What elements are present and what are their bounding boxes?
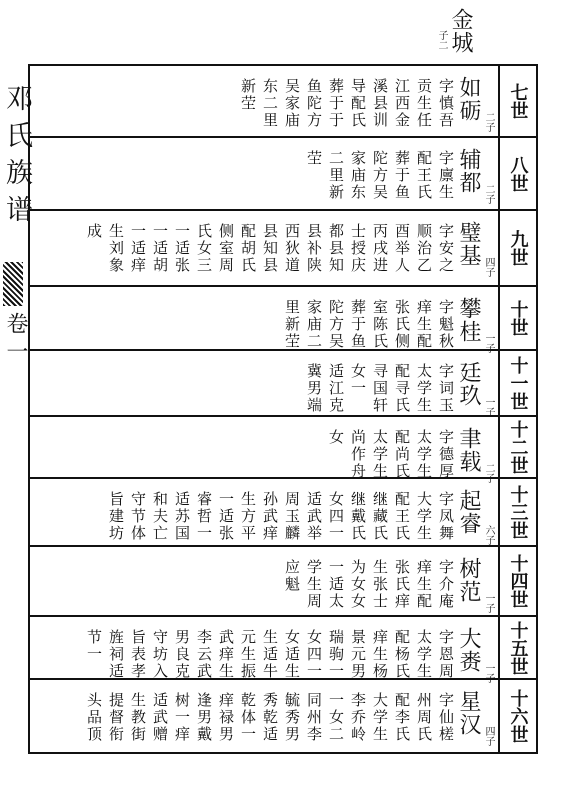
biography-column: 张氏侧 bbox=[393, 299, 411, 350]
generation-cell bbox=[498, 211, 536, 285]
biography-column: 顺治乙 bbox=[415, 223, 433, 274]
biography-column: 冀男端 bbox=[305, 363, 323, 414]
biography-column: 东二里 bbox=[261, 78, 279, 129]
generation-label: 九世 bbox=[507, 230, 529, 266]
biography-text bbox=[80, 692, 454, 743]
generation-label: 十六世 bbox=[507, 689, 529, 743]
biography-column: 酉举人 bbox=[393, 223, 411, 274]
biography-column: 学生周 bbox=[305, 559, 323, 610]
biography-column: 县补陕 bbox=[305, 223, 323, 274]
biography-column: 提督衔 bbox=[107, 692, 125, 743]
person-name: 起睿 bbox=[456, 489, 481, 535]
biography-column: 一适张 bbox=[217, 491, 235, 542]
generation-row bbox=[30, 678, 536, 752]
genealogy-table bbox=[28, 64, 538, 754]
generation-row bbox=[30, 477, 536, 545]
generation-label: 十世 bbox=[507, 300, 529, 336]
biography-column: 节一 bbox=[85, 629, 103, 663]
biography-column: 氏女三 bbox=[195, 223, 213, 274]
biography-column: 乾体一 bbox=[239, 692, 257, 743]
biography-column: 太学生 bbox=[415, 429, 433, 480]
birth-order: 二子 bbox=[483, 184, 494, 204]
biography-column: 逢男戴 bbox=[195, 692, 213, 743]
spine-ornament bbox=[3, 262, 23, 306]
biography-column: 女适生 bbox=[283, 629, 301, 680]
person-name: 大赉 bbox=[456, 627, 481, 673]
biography-column: 配王氏 bbox=[393, 491, 411, 542]
place-name: 金城 bbox=[448, 8, 473, 54]
generation-label: 十一世 bbox=[507, 356, 529, 410]
generation-label: 七世 bbox=[507, 83, 529, 119]
biography-column: 一适痒 bbox=[129, 223, 147, 274]
biography-column: 毓秀男 bbox=[283, 692, 301, 743]
birth-order: 一子 bbox=[483, 397, 494, 417]
biography-column: 周玉麟 bbox=[283, 491, 301, 542]
biography-column: 生张士 bbox=[371, 559, 389, 610]
biography-column: 瑞驹一 bbox=[327, 629, 345, 680]
biography-column: 西狄道 bbox=[283, 223, 301, 274]
generation-cell bbox=[498, 547, 536, 615]
biography-column: 字恩周 bbox=[437, 629, 455, 680]
generation-cell bbox=[498, 66, 536, 136]
biography-column: 旨建坊 bbox=[107, 491, 125, 542]
biography-column: 太学生 bbox=[415, 629, 433, 680]
biography-column: 葬于鱼 bbox=[349, 299, 367, 350]
person-name: 星汉 bbox=[456, 690, 481, 736]
generation-cell bbox=[498, 680, 536, 752]
generation-row bbox=[30, 615, 536, 683]
biography-column: 一适太 bbox=[327, 559, 345, 610]
birth-order: 一子 bbox=[483, 333, 494, 353]
biography-column: 头品顶 bbox=[85, 692, 103, 743]
birth-order: 二子 bbox=[483, 463, 494, 483]
biography-column: 适苏国 bbox=[173, 491, 191, 542]
biography-column: 痒生配 bbox=[415, 299, 433, 350]
biography-column: 士授庆 bbox=[349, 223, 367, 274]
biography-column: 孙武痒 bbox=[261, 491, 279, 542]
biography-column: 配王氏 bbox=[415, 150, 433, 201]
biography-text bbox=[234, 78, 454, 129]
biography-column: 应魁 bbox=[283, 559, 301, 593]
biography-column: 李乔岭 bbox=[349, 692, 367, 743]
biography-column: 痒禄男 bbox=[217, 692, 235, 743]
person-name: 廷玖 bbox=[456, 361, 481, 407]
biography-text bbox=[322, 429, 454, 480]
biography-column: 李云武 bbox=[195, 629, 213, 680]
biography-column: 导配氏 bbox=[349, 78, 367, 129]
biography-column: 女一 bbox=[349, 363, 367, 397]
generation-label: 十二世 bbox=[507, 420, 529, 474]
generation-cell bbox=[498, 287, 536, 349]
biography-column: 秀乾适 bbox=[261, 692, 279, 743]
biography-column: 字安之 bbox=[437, 223, 455, 274]
biography-column: 尚作舟 bbox=[349, 429, 367, 480]
birth-order: 六子 bbox=[483, 525, 494, 545]
biography-column: 男良克 bbox=[173, 629, 191, 680]
biography-column: 新茔 bbox=[239, 78, 257, 112]
generation-label: 八世 bbox=[507, 155, 529, 192]
biography-column: 配尚氏 bbox=[393, 429, 411, 480]
biography-column: 配杨氏 bbox=[393, 629, 411, 680]
biography-column: 武痒生 bbox=[217, 629, 235, 680]
biography-column: 县知县 bbox=[261, 223, 279, 274]
biography-column: 适武举 bbox=[305, 491, 323, 542]
biography-column: 适江克 bbox=[327, 363, 345, 414]
biography-text bbox=[278, 559, 454, 610]
biography-column: 生刘象 bbox=[107, 223, 125, 274]
generation-cell bbox=[498, 479, 536, 545]
place-suffix: 子二 bbox=[436, 30, 447, 50]
biography-column: 景元男 bbox=[349, 629, 367, 680]
biography-column: 同州李 bbox=[305, 692, 323, 743]
generation-row bbox=[30, 285, 536, 353]
biography-column: 字仙槎 bbox=[437, 692, 455, 743]
biography-column: 葬于于 bbox=[327, 78, 345, 129]
generation-cell bbox=[498, 138, 536, 209]
birth-order: 四子 bbox=[483, 257, 494, 277]
person-name: 辅都 bbox=[456, 148, 481, 194]
biography-column: 字凤舞 bbox=[437, 491, 455, 542]
biography-text bbox=[80, 629, 454, 680]
biography-column: 吴家庙 bbox=[283, 78, 301, 129]
biography-column: 配胡氏 bbox=[239, 223, 257, 274]
biography-column: 配李氏 bbox=[393, 692, 411, 743]
biography-column: 张氏痒 bbox=[393, 559, 411, 610]
biography-column: 元生振 bbox=[239, 629, 257, 680]
biography-column: 树一痒 bbox=[173, 692, 191, 743]
biography-column: 旌祠适 bbox=[107, 629, 125, 680]
generation-cell bbox=[498, 351, 536, 415]
biography-column: 生方平 bbox=[239, 491, 257, 542]
biography-column: 字词玉 bbox=[437, 363, 455, 414]
biography-column: 旨表孝 bbox=[129, 629, 147, 680]
biography-column: 守坊入 bbox=[151, 629, 169, 680]
biography-column: 大学生 bbox=[371, 692, 389, 743]
generation-row bbox=[30, 136, 536, 209]
biography-column: 字廪生 bbox=[437, 150, 455, 201]
birth-order: 一子 bbox=[483, 663, 494, 683]
generation-row bbox=[30, 66, 536, 136]
biography-column: 溪县训 bbox=[371, 78, 389, 129]
generation-row bbox=[30, 415, 536, 483]
generation-cell bbox=[498, 417, 536, 477]
biography-column: 一适张 bbox=[173, 223, 191, 274]
person-name: 如砺 bbox=[456, 76, 481, 122]
biography-column: 继藏氏 bbox=[371, 491, 389, 542]
person-name: 树范 bbox=[456, 557, 481, 603]
biography-column: 大学生 bbox=[415, 491, 433, 542]
generation-row bbox=[30, 349, 536, 415]
biography-column: 太学生 bbox=[371, 429, 389, 480]
biography-column: 生教街 bbox=[129, 692, 147, 743]
biography-column: 字介庵 bbox=[437, 559, 455, 610]
biography-column: 一适胡 bbox=[151, 223, 169, 274]
biography-text bbox=[278, 299, 454, 350]
biography-column: 睿哲一 bbox=[195, 491, 213, 542]
biography-column: 一女二 bbox=[327, 692, 345, 743]
biography-column: 女四一 bbox=[305, 629, 323, 680]
person-name: 攀桂 bbox=[456, 297, 481, 343]
biography-column: 室陈氏 bbox=[371, 299, 389, 350]
spine-volume: 卷一 bbox=[3, 312, 28, 368]
biography-column: 守节体 bbox=[129, 491, 147, 542]
biography-column: 家庙二 bbox=[305, 299, 323, 350]
person-name: 聿载 bbox=[456, 427, 481, 473]
generation-label: 十五世 bbox=[507, 620, 529, 675]
birth-order: 二子 bbox=[483, 112, 494, 132]
biography-column: 州周氏 bbox=[415, 692, 433, 743]
biography-column: 陀方吴 bbox=[327, 299, 345, 350]
generation-label: 十三世 bbox=[507, 485, 529, 539]
biography-column: 丙戌进 bbox=[371, 223, 389, 274]
generation-row bbox=[30, 545, 536, 615]
biography-column: 女四一 bbox=[327, 491, 345, 542]
generation-cell bbox=[498, 617, 536, 678]
biography-column: 适武赠 bbox=[151, 692, 169, 743]
biography-column: 生适牛 bbox=[261, 629, 279, 680]
biography-column: 字魁秋 bbox=[437, 299, 455, 350]
biography-column: 江西金 bbox=[393, 78, 411, 129]
biography-column: 字德厚 bbox=[437, 429, 455, 480]
birth-order: 四子 bbox=[483, 726, 494, 746]
biography-text bbox=[102, 491, 454, 542]
biography-column: 为女女 bbox=[349, 559, 367, 610]
biography-column: 字慎吾 bbox=[437, 78, 455, 129]
biography-column: 陀方吴 bbox=[371, 150, 389, 201]
birth-order: 一子 bbox=[483, 593, 494, 613]
biography-column: 鱼陀方 bbox=[305, 78, 323, 129]
biography-column: 贡生任 bbox=[415, 78, 433, 129]
biography-column: 和夫亡 bbox=[151, 491, 169, 542]
biography-column: 里新茔 bbox=[283, 299, 301, 350]
biography-column: 侧室周 bbox=[217, 223, 235, 274]
biography-column: 痒生配 bbox=[415, 559, 433, 610]
biography-column: 二里新 bbox=[327, 150, 345, 201]
biography-column: 成 bbox=[85, 223, 103, 240]
biography-text bbox=[80, 223, 454, 274]
biography-column: 茔 bbox=[305, 150, 323, 167]
biography-column: 太学生 bbox=[415, 363, 433, 414]
biography-column: 家庙东 bbox=[349, 150, 367, 201]
biography-column: 配寻氏 bbox=[393, 363, 411, 414]
biography-text bbox=[300, 363, 454, 414]
generation-label: 十四世 bbox=[507, 554, 529, 608]
biography-column: 痒生杨 bbox=[371, 629, 389, 680]
biography-column: 继戴氏 bbox=[349, 491, 367, 542]
biography-column: 女 bbox=[327, 429, 345, 446]
spine-title: 邓氏族谱 bbox=[1, 84, 32, 232]
biography-text bbox=[300, 150, 454, 201]
generation-row bbox=[30, 209, 536, 285]
biography-column: 寻国轩 bbox=[371, 363, 389, 414]
biography-column: 葬于鱼 bbox=[393, 150, 411, 201]
person-name: 璧基 bbox=[456, 221, 481, 267]
biography-column: 都县知 bbox=[327, 223, 345, 274]
